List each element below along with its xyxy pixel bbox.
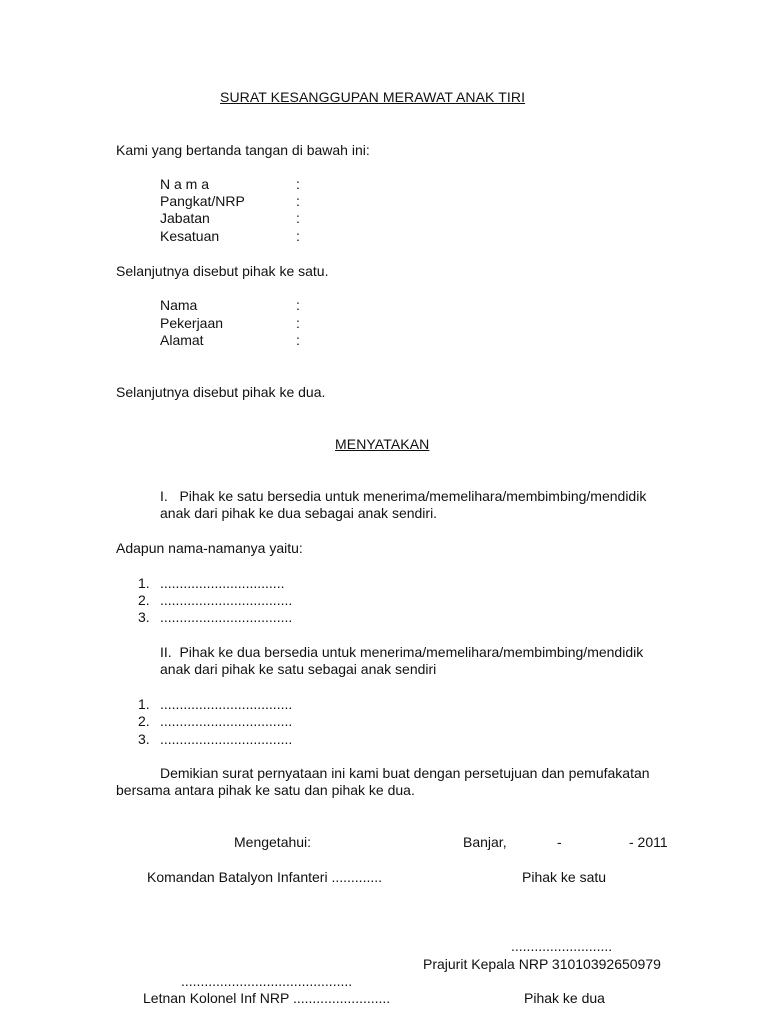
list-item-dots: .................................. bbox=[160, 609, 293, 625]
statement1-line2: anak dari pihak ke dua sebagai anak sendiri. bbox=[160, 505, 438, 521]
party1-signature-label: Pihak ke satu bbox=[522, 869, 607, 885]
acknowledged-label: Mengetahui: bbox=[234, 834, 312, 850]
list-item-dots: .................................. bbox=[160, 592, 293, 608]
party1-closing: Selanjutnya disebut pihak ke satu. bbox=[116, 263, 329, 279]
statement2-line1: II. Pihak ke dua bersedia untuk menerima/memelihara/membimbing/mendidik bbox=[160, 644, 644, 660]
list-item-number: 3. bbox=[138, 609, 150, 625]
date-dash: - bbox=[557, 834, 562, 850]
date-year: - 2011 bbox=[629, 834, 668, 850]
commander-title: Komandan Batalyon Infanteri ............. bbox=[147, 869, 383, 885]
field-colon: : bbox=[296, 297, 300, 313]
statement1-line1: I. Pihak ke satu bersedia untuk menerima/memelihara/membimbing/mendidik bbox=[160, 488, 647, 504]
field-colon: : bbox=[296, 315, 300, 331]
closing-line1: Demikian surat pernyataan ini kami buat dengan persetujuan dan pemufakatan bbox=[160, 765, 650, 781]
list-item-number: 2. bbox=[138, 592, 150, 608]
field-colon: : bbox=[296, 193, 300, 209]
list-item-number: 1. bbox=[138, 696, 150, 712]
field-colon: : bbox=[296, 332, 300, 348]
place-label: Banjar, bbox=[463, 834, 507, 850]
field-colon: : bbox=[296, 176, 300, 192]
field-label-kesatuan: Kesatuan bbox=[160, 228, 220, 244]
field-label-pekerjaan: Pekerjaan bbox=[160, 315, 224, 331]
list-item-dots: .................................. bbox=[160, 713, 293, 729]
commander-name: Letnan Kolonel Inf NRP ......................... bbox=[143, 990, 391, 1006]
list-item-number: 2. bbox=[138, 713, 150, 729]
list-item-dots: .................................. bbox=[160, 696, 293, 712]
field-label-jabatan: Jabatan bbox=[160, 210, 210, 226]
list-item-dots: .................................. bbox=[160, 731, 293, 747]
list-item-dots: ................................ bbox=[160, 575, 285, 591]
list-item-number: 3. bbox=[138, 731, 150, 747]
closing-line2: bersama antara pihak ke satu dan pihak ke dua. bbox=[116, 782, 415, 798]
party1-name: Prajurit Kepala NRP 31010392650979 bbox=[423, 956, 661, 972]
field-colon: : bbox=[296, 210, 300, 226]
statement2-line2: anak dari pihak ke satu sebagai anak sendiri bbox=[160, 661, 437, 677]
declare-heading: MENYATAKAN bbox=[335, 436, 430, 452]
field-label-nama: Nama bbox=[160, 297, 198, 313]
field-label-pangkat: Pangkat/NRP bbox=[160, 193, 245, 209]
commander-signature-line: ............................................ bbox=[181, 973, 353, 989]
party2-signature-label: Pihak ke dua bbox=[524, 990, 605, 1006]
field-label-alamat: Alamat bbox=[160, 332, 204, 348]
names-intro: Adapun nama-namanya yaitu: bbox=[116, 540, 303, 556]
party2-closing: Selanjutnya disebut pihak ke dua. bbox=[116, 384, 326, 400]
document-title: SURAT KESANGGUPAN MERAWAT ANAK TIRI bbox=[220, 89, 526, 105]
field-colon: : bbox=[296, 228, 300, 244]
list-item-number: 1. bbox=[138, 575, 150, 591]
party1-signature-line: .......................... bbox=[511, 938, 613, 954]
field-label-nama: N a m a bbox=[160, 176, 210, 192]
intro-text: Kami yang bertanda tangan di bawah ini: bbox=[116, 142, 370, 158]
